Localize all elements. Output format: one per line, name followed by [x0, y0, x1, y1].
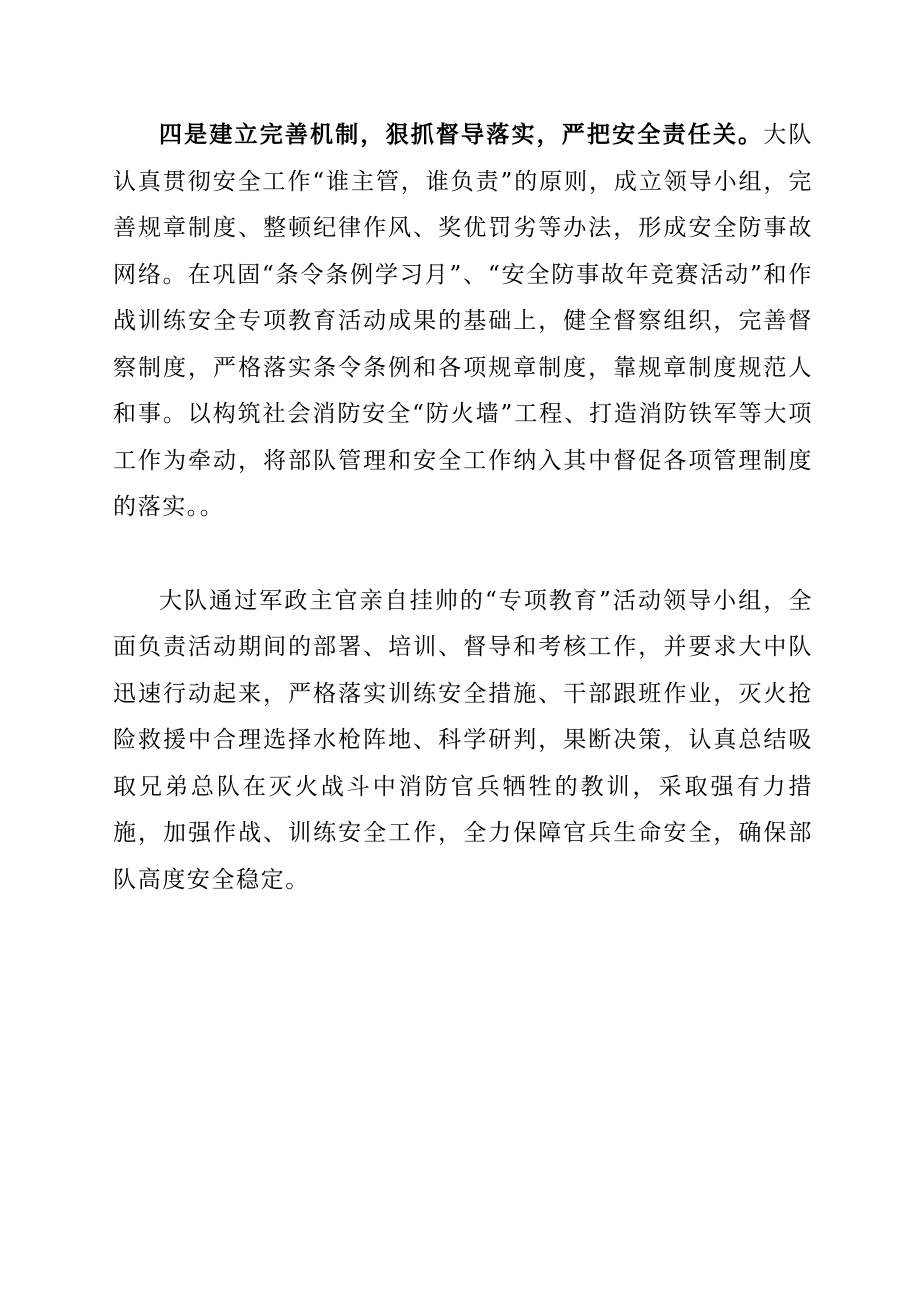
paragraph-special-education: [113, 578, 813, 904]
paragraph-text: 大队认真贯彻安全工作“谁主管，谁负责”的原则，成立领导小组，完善规章制度、整顿纪律作风、奖优罚劣等办法，形成安全防事故网络。在巩固“条令条例学习月”、“安全防事故年竞赛活动”和作战训练安全专项教育活动成果的基础上，健全督察组织，完善督察制度，严格落实条令条例和各项规章制度，靠规章制度规范人和事。以构筑社会消防安全“防火墙”工程、打造消防铁军等大项工作为牵动，将部队管理和安全工作纳入其中督促各项管理制度的落实。。: [113, 122, 813, 520]
paragraph-mechanism: [113, 112, 813, 531]
paragraph-text: 大队通过军政主官亲自挂帅的“专项教育”活动领导小组，全面负责活动期间的部署、培训、督导和考核工作，并要求大中队迅速行动起来，严格落实训练安全措施、干部跟班作业，灭火抢险救援中合理选择水枪阵地、科学研判，果断决策，认真总结吸取兄弟总队在灭火战斗中消防官兵牺牲的教训，采取强有力措施，加强作战、训练安全工作，全力保障官兵生命安全，确保部队高度安全稳定。: [113, 587, 813, 893]
paragraph-lead-heading: 四是建立完善机制，狠抓督导落实，严把安全责任关。: [159, 121, 764, 148]
document-body: [113, 112, 813, 903]
